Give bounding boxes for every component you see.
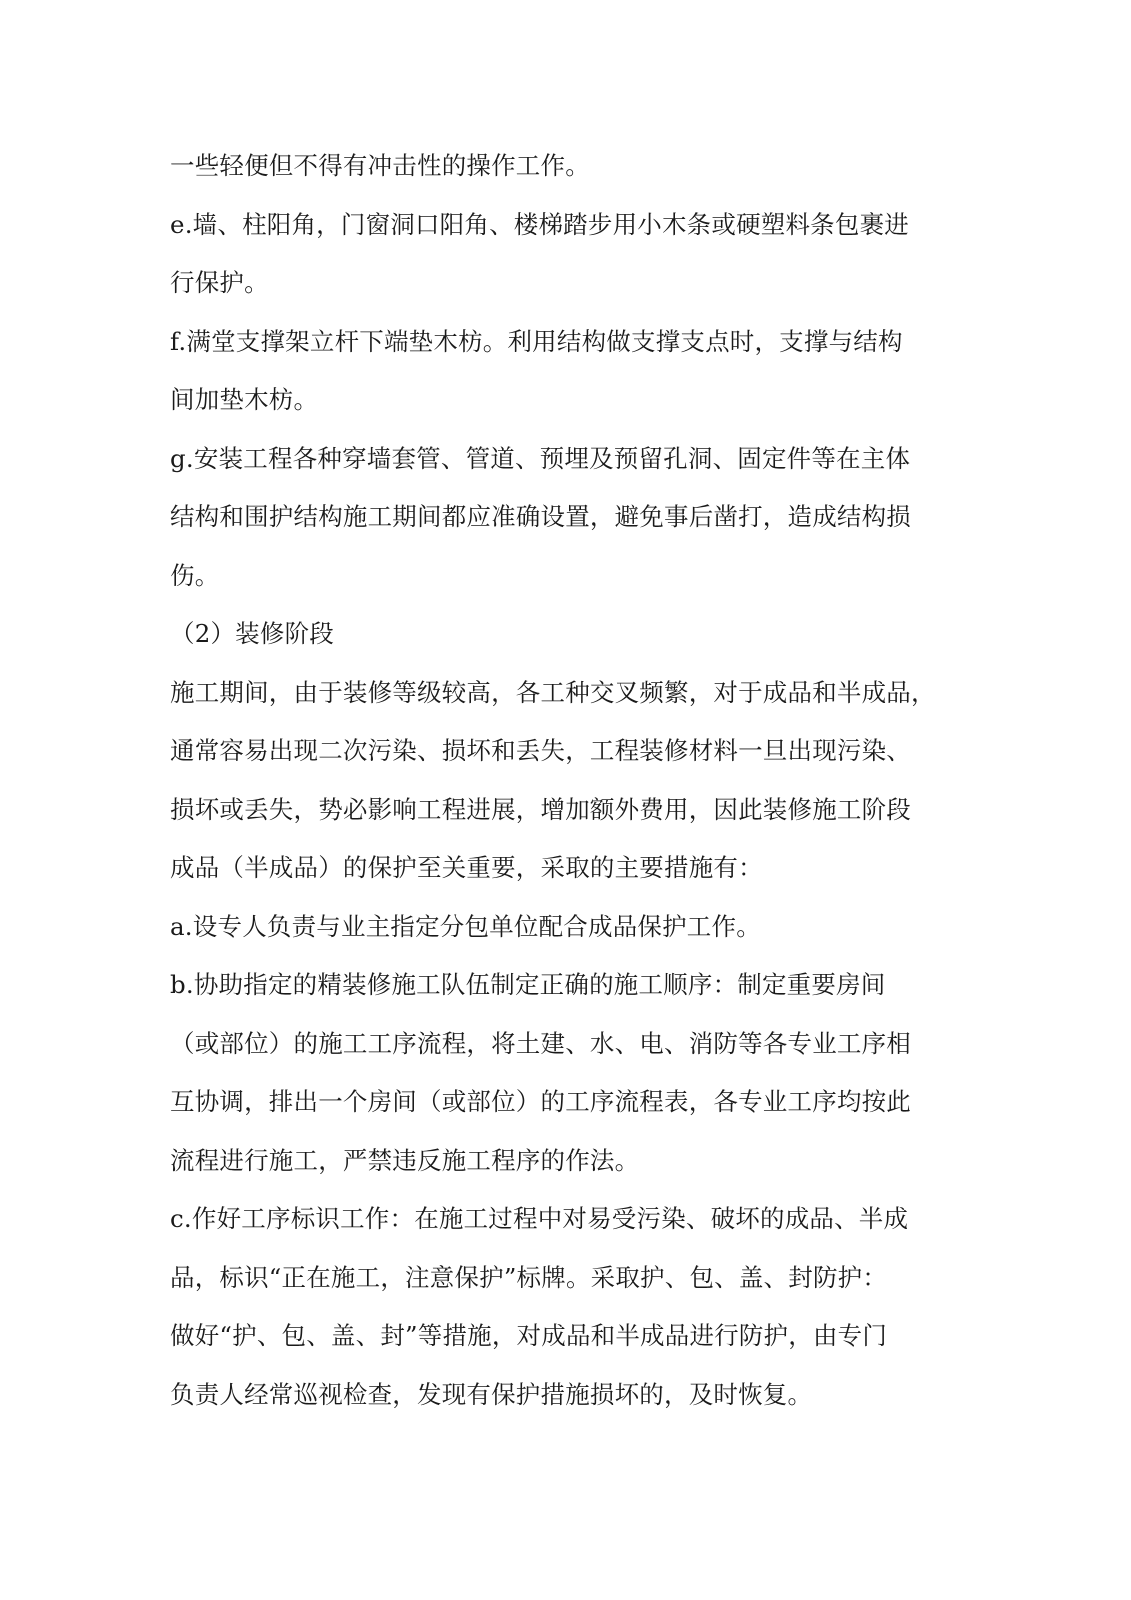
text-line: a.设专人负责与业主指定分包单位配合成品保护工作。: [170, 911, 761, 941]
text-line: 伤。: [170, 560, 220, 590]
section-heading: （2）装修阶段: [170, 619, 334, 648]
text-line: 行保护。: [170, 268, 269, 297]
text-line: e.墙、柱阳角，门窗洞口阳角、楼梯踏步用小木条或硬塑料条包裹进: [170, 209, 909, 239]
document-body: [170, 137, 960, 1424]
text-line: 做好“护、包、盖、封”等措施，对成品和半成品进行防护，由专门: [170, 1321, 888, 1350]
text-line: 成品（半成品）的保护至关重要，采取的主要措施有：: [170, 853, 763, 882]
text-line: f.满堂支撑架立杆下端垫木枋。利用结构做支撑支点时，支撑与结构: [170, 326, 903, 356]
text-line: 间加垫木枋。: [170, 385, 319, 414]
text-line: 结构和围护结构施工期间都应准确设置，避免事后凿打，造成结构损: [170, 502, 911, 531]
text-line: 施工期间，由于装修等级较高，各工种交叉频繁，对于成品和半成品，: [170, 677, 936, 707]
text-line: 一些轻便但不得有冲击性的操作工作。: [170, 151, 590, 180]
text-line: 品，标识“正在施工，注意保护”标牌。采取护、包、盖、封防护：: [170, 1262, 888, 1292]
text-line: b.协助指定的精装修施工队伍制定正确的施工顺序：制定重要房间: [170, 970, 886, 999]
text-line: g.安装工程各种穿墙套管、管道、预埋及预留孔洞、固定件等在主体: [170, 443, 911, 473]
text-line: 流程进行施工，严禁违反施工程序的作法。: [170, 1145, 640, 1175]
text-line: 负责人经常巡视检查，发现有保护措施损坏的，及时恢复。: [170, 1379, 813, 1409]
text-line: 通常容易出现二次污染、损坏和丢失，工程装修材料一旦出现污染、: [170, 736, 911, 765]
text-line: （或部位）的施工工序流程，将土建、水、电、消防等各专业工序相: [170, 1028, 911, 1058]
text-line: c.作好工序标识工作：在施工过程中对易受污染、破坏的成品、半成: [170, 1204, 909, 1233]
text-line: 损坏或丢失，势必影响工程进展，增加额外费用，因此装修施工阶段: [170, 794, 911, 824]
text-line: 互协调，排出一个房间（或部位）的工序流程表，各专业工序均按此: [170, 1087, 911, 1116]
